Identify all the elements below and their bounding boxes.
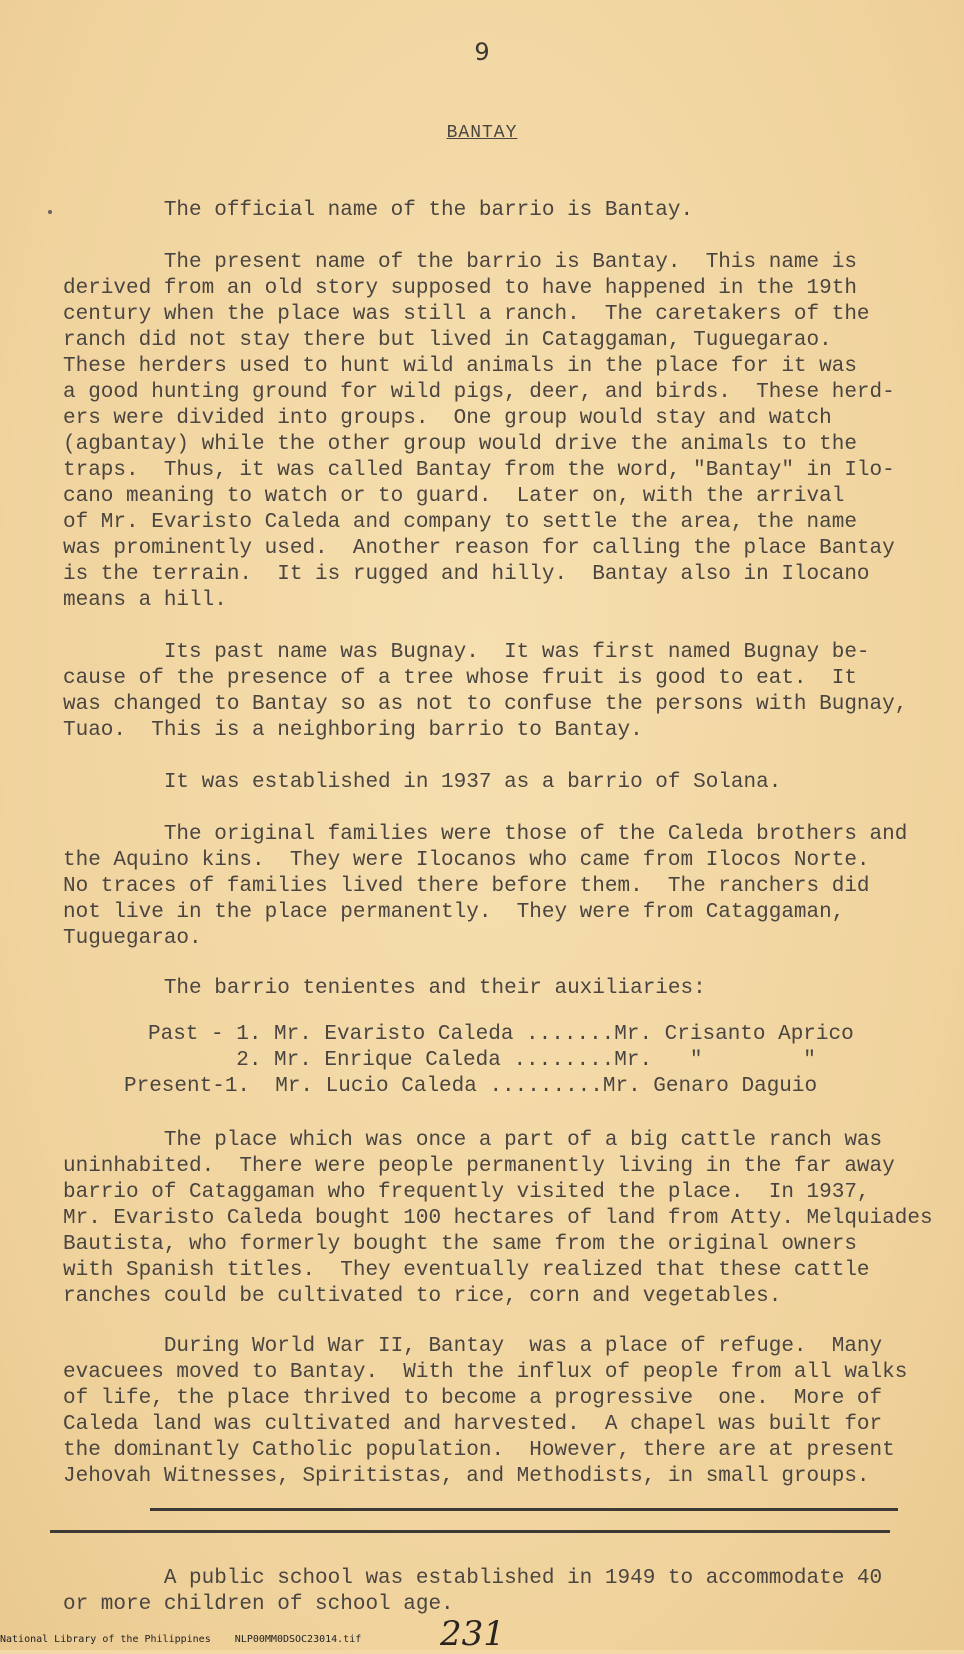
paragraph-past-name: Its past name was Bugnay. It was first named Bugnay be- cause of the presence of a tree whose fruit is good to eat. It was changed to Bantay so as not to confuse the persons with Bugnay, Tuao. This is a neighboring barrio to Bantay. <box>63 641 908 742</box>
handwritten-page-number: 231 <box>440 1614 505 1654</box>
paragraph-history: The place which was once a part of a big cattle ranch was uninhabited. There were people permanently living in the far away barrio of Cataggaman who frequently visited the place. In 1937, Mr. Evaristo Caleda bought 100 hectares of land from Atty. Melquiades Bautista, who formerly bought the same from the original owners with Spanish titles. They eventually realized that these cattle ranches could be cultivated to rice, corn and vegetables. <box>63 1129 933 1308</box>
paragraph-official-name: The official name of the barrio is Bantay. <box>63 199 694 222</box>
paragraph-public-school: A public school was established in 1949 to accommodate 40 or more children of school age. <box>63 1567 883 1616</box>
paragraph-world-war: During World War II, Bantay was a place of refuge. Many evacuees moved to Bantay. With the influx of people from all walks of life, the place thrived to become a progressive one. More of Caleda land was cultivated and harvested. A chapel was built for the dominantly Catholic population. However, there are at present Jehovah Witnesses, Spiritistas, and Methodists, in small groups. <box>63 1335 908 1488</box>
page-number: 9 <box>474 38 490 66</box>
paragraph-present-name: The present name of the barrio is Bantay. This name is derived from an old story supposed to have happened in the 19th century when the place was still a ranch. The caretakers of the ranch did not stay there but lived in Cataggaman, Tuguegarao. These herders used to hunt wild animals in the place for it was a good hunting ground for wild pigs, deer, and birds. These herd- ers were divided into groups. One group would stay and watch (agbantay) while the other group would drive the animals to the traps. Thus, it was called Bantay from the word, "Bantay" in Ilo- cano meaning to watch or to guard. Later on, with the arrival of Mr. Evaristo Caleda and company to settle the area, the name was prominently used. Another reason for calling the place Bantay is the terrain. It is rugged and hilly. Bantay also in Ilocano means a hill. <box>63 251 895 612</box>
paragraph-established: It was established in 1937 as a barrio of Solana. <box>63 771 782 794</box>
strike-line <box>50 1530 890 1533</box>
archive-footer: National Library of the Philippines NLP00MM0DSOC23014.tif <box>0 1634 362 1645</box>
paragraph-tenientes-heading: The barrio tenientes and their auxiliaries: <box>63 977 706 1000</box>
struck-out-text <box>150 1494 900 1544</box>
teniente-row: Past - 1. Mr. Evaristo Caleda .......Mr. Crisanto Aprico <box>148 1023 854 1046</box>
paragraph-original-families: The original families were those of the Caleda brothers and the Aquino kins. They were Ilocanos who came from Ilocos Norte. No traces of families lived there before them. The ranchers did not live in the place permanently. They were from Cataggaman, Tuguegarao. <box>63 823 908 950</box>
teniente-row: 2. Mr. Enrique Caleda ........Mr. " " <box>148 1049 816 1072</box>
strike-line <box>150 1508 898 1511</box>
stray-mark <box>48 210 52 214</box>
document-title: BANTAY <box>446 123 518 143</box>
teniente-row: Present-1. Mr. Lucio Caleda .........Mr. Genaro Daguio <box>124 1075 818 1098</box>
